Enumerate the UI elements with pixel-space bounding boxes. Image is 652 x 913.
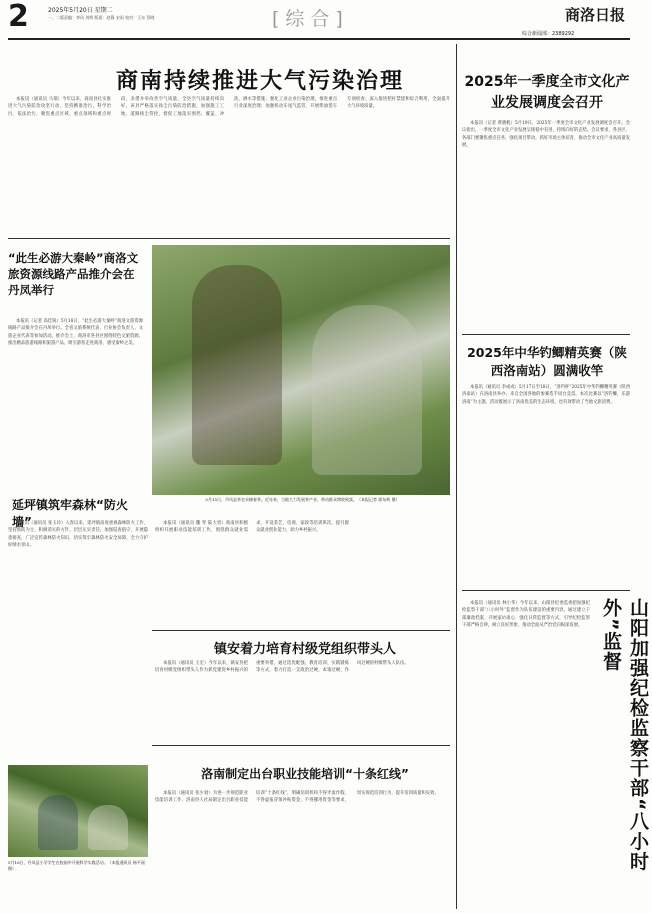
article-body: 本报讯（通讯员 李成成）5月17日至18日，“洛钓杯”2025年中华钓鲫精英赛（陕西洛南站）在洛南县举办，来自全国各地的参赛选手同台竞技。本次比赛以“洛钓鲫，乐游洛南”为主题，活动既展示了洛南优美的生态环境，也有效带动了当地文旅消费。 bbox=[462, 385, 630, 405]
section-divider bbox=[462, 590, 630, 591]
article-body: 本报讯（通讯员 王宏）今年以来，镇安县把培育村级党组织带头人作为抓党建促乡村振兴的重要举措，通过选优配强、教育培训、实践锻炼等方式，着力打造一支政治过硬、本领过硬、作风过硬的村级带头人队伍。 bbox=[155, 661, 409, 674]
newspaper-logo: 商洛日报 bbox=[565, 6, 626, 24]
article-headline-vertical: 山阳加强纪检监察干部“八小时外”监督 bbox=[600, 598, 649, 872]
section-divider bbox=[152, 630, 450, 631]
issue-date: 2025年5月20日 星期二 bbox=[48, 7, 113, 14]
article-headline: “此生必游大秦岭”商洛文旅资源线路产品推介会在丹凤举行 bbox=[8, 251, 139, 297]
edition-info: 综合新闻部：2389292 bbox=[522, 31, 575, 37]
article-headline: 2025年中华钓鲫精英赛（陕西洛南站）圆满收竿 bbox=[467, 345, 627, 378]
main-article-body: 本报讯（通讯员 马瑞）今年以来，商南县扎实推进大气污染防治攻坚行动，坚持精准治污、科学治污、依法治污，聚焦重点区域、重点领域和重点时段，多措并举改善空气质量，全县空气质量持续向好。该县严格落实扬尘污染防治措施，加强施工工地、道路扬尘管控，督促工地落实围挡、覆盖、冲洗、洒水等措施；强化工业企业污染治理，推进重点行业深度治理；加强机动车尾气监管，开展柴油货车专项检查；深入推进秸秆禁烧和综合利用，全面提升大气环境质量。 bbox=[8, 97, 450, 117]
tea-picking-photo bbox=[152, 245, 450, 495]
header-rule bbox=[8, 38, 630, 40]
editor-line: 一、二版责编：李风 刘辉 版面：赵静 宋雨 校对：王东 蔡晓 bbox=[48, 15, 155, 20]
article-body: 本报讯（通讯员 林小华）今年以来，山阳县纪委监委把加强纪检监察干部“八小时外”监督作为队伍建设的重要内容，通过建立干部廉政档案、开展家访谈心、强化日常监督等方式，引导纪检监察干部严格自律，树立良好形象，推动全面从严治党向纵深发展。 bbox=[462, 601, 590, 629]
article-headline: 2025年一季度全市文化产业发展调度会召开 bbox=[464, 74, 630, 111]
column-divider bbox=[456, 44, 457, 909]
school-activity-photo bbox=[8, 765, 148, 857]
photo-caption: 5月16日，丹凤县小学学生在校园中开展科学实践活动。（本报通讯员 杨平丽 摄） bbox=[8, 860, 145, 872]
article-headline: 镇安着力培育村级党组织带头人 bbox=[213, 642, 396, 657]
article-body: 本报讯（通讯员 张少勃）为进一步规范职业技能培训工作，洛南县人社局制定出台职业技能培训“十条红线”，明确培训机构不得弄虚作假、不得虚报冒领补贴资金、不得挪用资金等要求，切实规范培训行为，提升培训质量和实效。 bbox=[155, 791, 439, 804]
page-number: 2 bbox=[8, 0, 29, 34]
photo-caption: 5月15日，丹凤县茶农采摘春茶。近年来，当地大力发展茶产业，带动群众增收致富。（本报记者 郭东辉 摄） bbox=[205, 497, 400, 502]
article-headline: 延坪镇筑牢森林“防火墙” bbox=[12, 498, 128, 529]
section-divider bbox=[462, 334, 630, 335]
section-label: [综合] bbox=[272, 8, 349, 30]
main-headline: 商南持续推进大气污染治理 bbox=[115, 69, 404, 94]
article-body: 本报讯（记者 高佳锐）5月18日，“此生必游大秦岭”商洛文旅资源线路产品推介会在丹凤举行。全省文旅系统代表、行业协会负责人、文旅企业代表等参加活动。推介会上，商洛市各县区围绕特色文旅资源，推出精品旅游线路和旅游产品，吸引游客走进商洛、感受秦岭之美。 bbox=[8, 319, 143, 347]
article-body: 本报讯（记者 黄晓帆）5月19日，2025年一季度全市文化产业发展调度会召开。会议指出，一季度全市文化产业发展呈现稳中有进、持续向好的态势。会议要求，各县区、各部门要聚焦重点任务，强化项目带动，抓好市场主体培育，推动全市文化产业高质量发展。 bbox=[462, 121, 630, 149]
section-divider bbox=[8, 238, 450, 239]
article-headline: 洛南制定出台职业技能培训“十条红线” bbox=[201, 767, 409, 781]
section-divider bbox=[152, 745, 450, 746]
article-body: 本报讯（通讯员 魏 琴 陆大勇）商南县积极组织开展职业技能培训工作，围绕群众就业需求，开设茶艺、电商、家政等培训班次，提升群众就业创业能力，助力乡村振兴。 bbox=[155, 521, 349, 534]
article-body: 本报讯（通讯员 张玉玲）入春以来，延坪镇高度重视森林防火工作，坚持预防为主、积极消灭的方针，层层压实责任，加强巡查值守，开展隐患排查，广泛宣传森林防火知识，切实筑牢森林防火安全屏障，全力守护好绿水青山。 bbox=[8, 521, 148, 549]
